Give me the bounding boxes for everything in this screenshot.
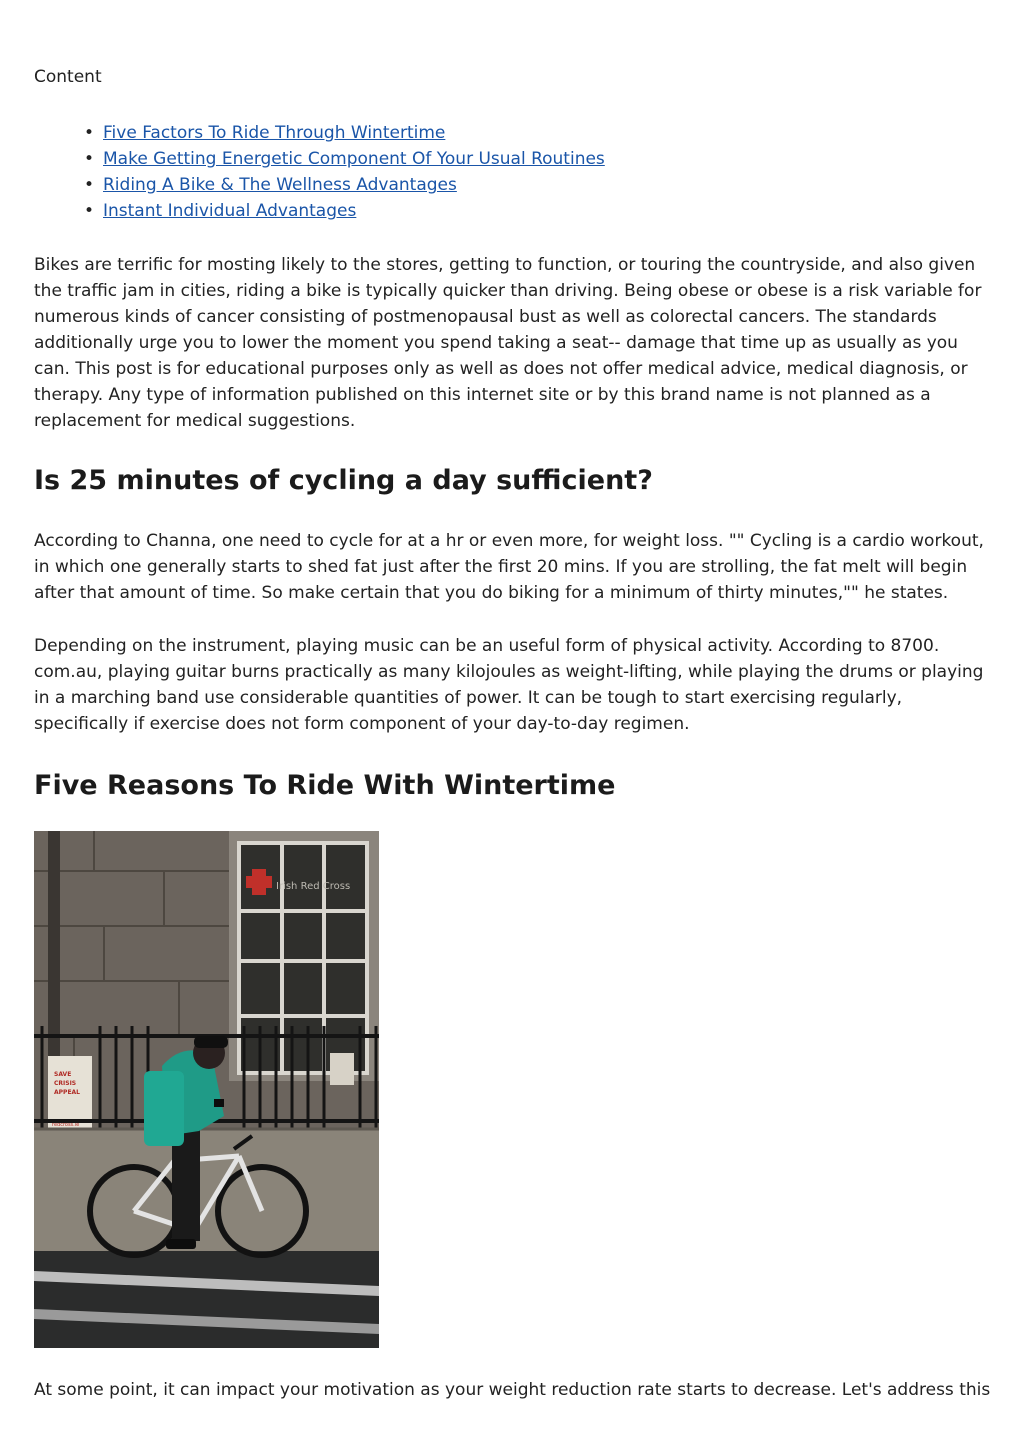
toc-link-instant-advantages[interactable]: Instant Individual Advantages [103,201,357,221]
toc-item [84,120,605,146]
toc-item [84,172,605,198]
closing-paragraph: At some point, it can impact your motivation as your weight reduction rate starts to decrease. Let's address this [34,1380,991,1400]
toc-item [84,146,605,172]
cyclist-illustration [34,831,379,1348]
toc-link-make-getting-energetic[interactable]: Make Getting Energetic Component Of Your Usual Routines [103,149,605,169]
heading-25-minutes: Is 25 minutes of cycling a day sufficient? [34,465,653,496]
poster-line: APPEAL [54,1089,81,1096]
toc-item [84,198,605,224]
table-of-contents [84,120,605,224]
poster-line: redcross.ie [52,1122,80,1128]
poster-line: CRISIS [54,1080,77,1087]
poster-line: SAVE [54,1071,72,1078]
toc-link-five-factors[interactable]: Five Factors To Ride Through Wintertime [103,123,446,143]
channa-paragraph: According to Channa, one need to cycle for at a hr or even more, for weight loss. "" Cycling is a cardio workout, in which one generally starts to shed fat just after the first 20 mins. If you are strolling, the fat melt will begin after that amount of time. So make certain that you do biking for a minimum of thirty minutes,"" he states. [34,531,984,603]
heading-five-reasons: Five Reasons To Ride With Wintertime [34,770,616,801]
music-paragraph: Depending on the instrument, playing music can be an useful form of physical activity. According to 8700. com.au, playing guitar burns practically as many kilojoules as weight-lifting, while playing the drums or playing in a marching band use considerable quantities of power. It can be tough to start exercising regularly, specifically if exercise does not form component of your day-to-day regimen. [34,636,984,734]
window-sign-text: Irish Red Cross [276,881,351,892]
intro-paragraph: Bikes are terrific for mosting likely to the stores, getting to function, or touring the countryside, and also given the traffic jam in cities, riding a bike is typically quicker than driving. Being obese or obese is a risk variable for numerous kinds of cancer consisting of postmenopausal bust as well as colorectal cancers. The standards additionally urge you to lower the moment you spend taking a seat-- damage that time up as usually as you can. This post is for educational purposes only as well as does not offer medical advice, medical diagnosis, or therapy. Any type of information published on this internet site or by this brand name is not planned as a replacement for medical suggestions. [34,255,982,431]
toc-link-riding-a-bike[interactable]: Riding A Bike & The Wellness Advantages [103,175,457,195]
toc-title: Content [34,67,102,87]
cyclist-photo [34,831,379,1348]
